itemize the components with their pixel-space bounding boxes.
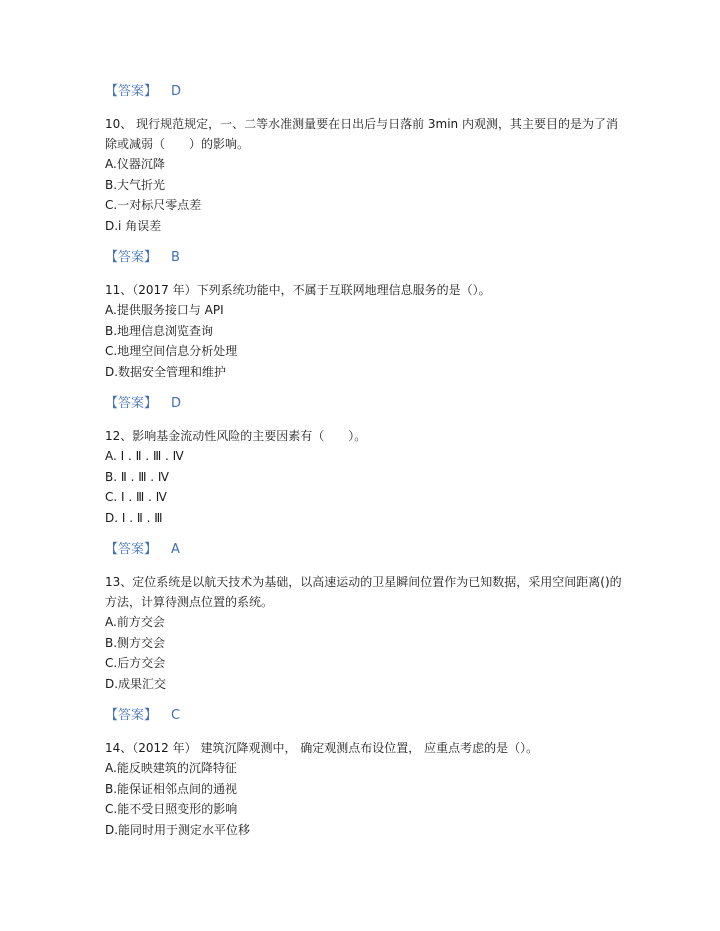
question-11 (105, 280, 625, 382)
question-14 (105, 738, 625, 840)
option-c: C.一对标尺零点差 (105, 198, 202, 212)
answer-line (105, 248, 625, 268)
question-text: 11、（2017 年）下列系统功能中，不属于互联网地理信息服务的是（）。 (105, 283, 491, 297)
option-a: A.能反映建筑的沉降特征 (105, 761, 237, 775)
option-c: C. Ⅰ . Ⅲ . Ⅳ (105, 490, 167, 504)
option-d: D.成果汇交 (105, 676, 167, 691)
document-body (105, 82, 625, 852)
question-10 (105, 114, 625, 236)
answer-label: 【答案】 (105, 708, 158, 723)
answer-value: D (171, 84, 182, 99)
question-text: 14、（2012 年） 建筑沉降观测中， 确定观测点布设位置， 应重点考虑的是（）。 (105, 741, 539, 755)
option-a: A.前方交会 (105, 615, 165, 629)
answer-line (105, 394, 625, 414)
option-c: C.地理空间信息分析处理 (105, 344, 238, 358)
answer-value: C (171, 708, 181, 723)
question-13 (105, 572, 625, 694)
option-b: B.侧方交会 (105, 635, 166, 650)
option-d: D.数据安全管理和维护 (105, 364, 227, 379)
answer-label: 【答案】 (105, 250, 158, 265)
option-c: C.能不受日照变形的影响 (105, 802, 238, 816)
answer-line (105, 706, 625, 726)
option-c: C.后方交会 (105, 656, 166, 670)
answer-line (105, 540, 625, 560)
option-b: B.大气折光 (105, 177, 166, 192)
answer-label: 【答案】 (105, 542, 158, 557)
answer-value: A (171, 542, 180, 557)
option-d: D.能同时用于测定水平位移 (105, 822, 251, 837)
option-a: A. Ⅰ . Ⅱ . Ⅲ . Ⅳ (105, 449, 184, 463)
question-12 (105, 426, 625, 528)
option-b: B. Ⅱ . Ⅲ . Ⅳ (105, 469, 170, 484)
option-b: B.能保证相邻点间的通视 (105, 781, 238, 796)
option-a: A.提供服务接口与 API (105, 303, 224, 317)
answer-value: B (171, 250, 180, 265)
question-text: 12、影响基金流动性风险的主要因素有（ ）。 (105, 429, 367, 443)
answer-label: 【答案】 (105, 84, 158, 99)
question-text: 10、 现行规范规定，一、二等水准测量要在日出后与日落前 3min 内观测，其主要目的是为了消除或减弱（ ）的影响。 (105, 117, 618, 151)
answer-label: 【答案】 (105, 396, 158, 411)
option-d: D.i 角误差 (105, 218, 162, 233)
option-b: B.地理信息浏览查询 (105, 323, 214, 338)
answer-line (105, 82, 625, 102)
answer-value: D (171, 396, 182, 411)
option-a: A.仪器沉降 (105, 157, 165, 171)
option-d: D. Ⅰ . Ⅱ . Ⅲ (105, 510, 163, 525)
question-text: 13、定位系统是以航天技术为基础，以高速运动的卫星瞬间位置作为已知数据，采用空间距离()的方法，计算待测点位置的系统。 (105, 575, 622, 609)
